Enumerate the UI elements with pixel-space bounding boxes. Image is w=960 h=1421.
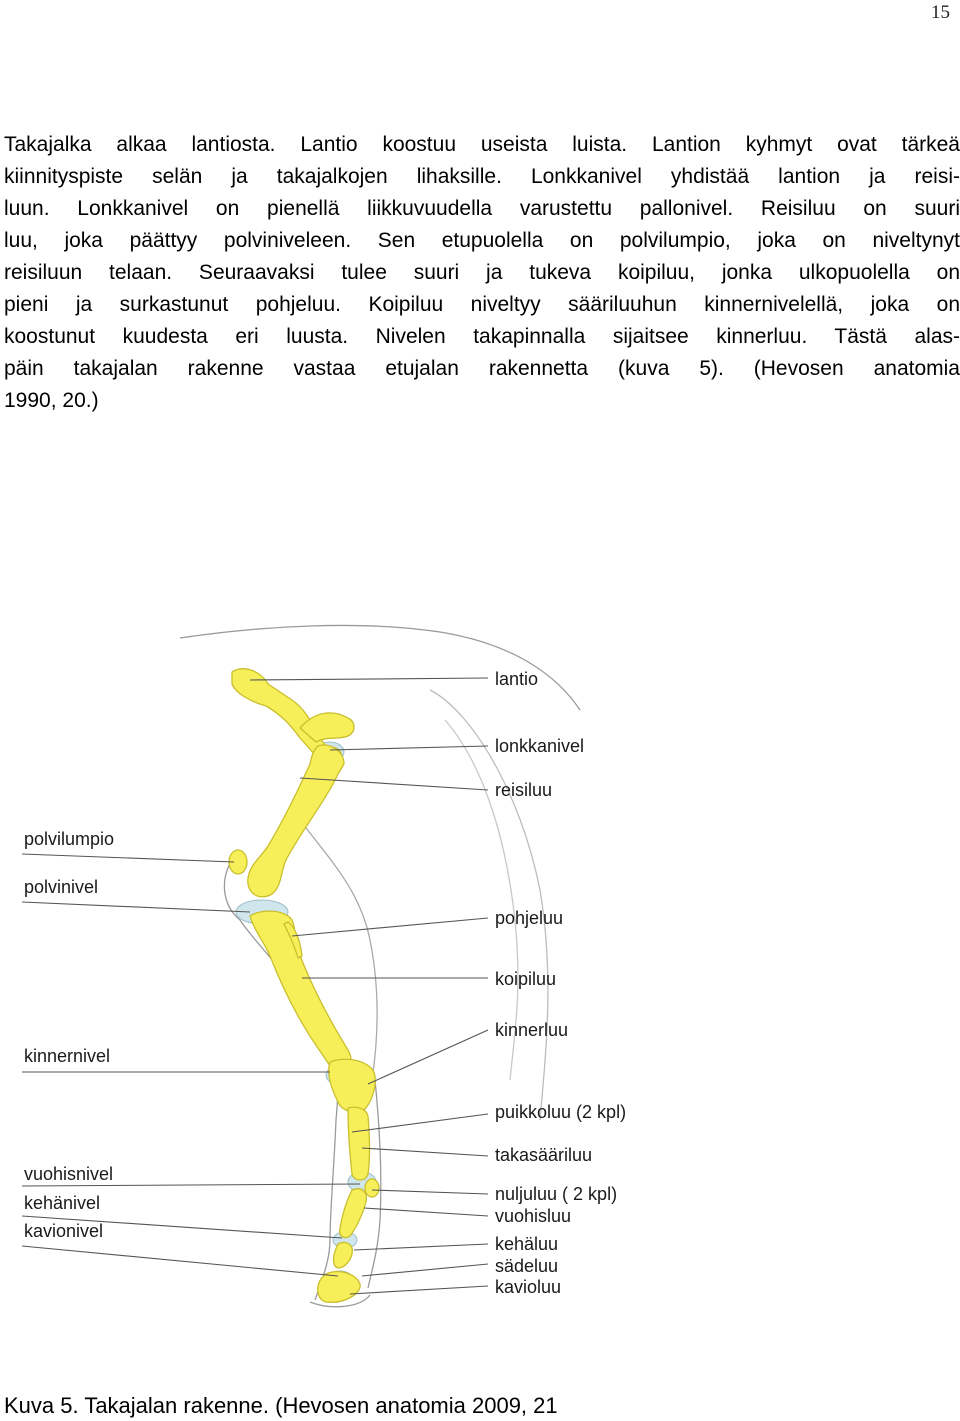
label-nuljuluu: nuljuluu ( 2 kpl) (495, 1184, 618, 1204)
label-vuohisnivel: vuohisnivel (24, 1164, 114, 1184)
label-kehaluu: kehäluu (495, 1234, 559, 1254)
label-pohjeluu: pohjeluu (495, 908, 564, 928)
label-puikkoluu: puikkoluu (2 kpl) (495, 1102, 627, 1122)
label-kavioluu: kavioluu (495, 1277, 562, 1297)
bone-short-pastern (334, 1242, 353, 1268)
bones (229, 669, 379, 1302)
bone-femur (248, 745, 344, 897)
label-sadeluu: sädeluu (495, 1256, 559, 1276)
body-paragraph (4, 134, 960, 422)
paragraph-line-1: Takajalka alkaa lantiosta. Lantio koostuu useista luista. Lantion kyhmyt ovat tärkeä (4, 133, 960, 156)
label-lonkkanivel: lonkkanivel (495, 736, 585, 756)
bone-long-pastern (340, 1189, 367, 1238)
bone-coffin (318, 1272, 360, 1303)
label-kinnernivel: kinnernivel (24, 1046, 111, 1066)
paragraph-line-2: kiinnityspiste selän ja takajalkojen lihaksille. Lonkkanivel yhdistää lantion ja reisi- (4, 165, 960, 188)
figure-caption: Kuva 5. Takajalan rakenne. (Hevosen anatomia 2009, 21 (4, 1393, 558, 1418)
label-takasaariluu: takasääriluu (495, 1145, 593, 1165)
paragraph-line-9: 1990, 20.) (4, 389, 99, 412)
paragraph-line-6: pieni ja surkastunut pohjeluu. Koipiluu niveltyy sääriluuhun kinnernivelellä, joka on (4, 293, 960, 316)
label-lantio: lantio (495, 669, 539, 689)
bone-cannon (348, 1107, 370, 1180)
paragraph-line-3: luun. Lonkkanivel on pienellä liikkuvuudella varustettu pallonivel. Reisiluu on suuri (4, 197, 960, 220)
label-polvilumpio: polvilumpio (24, 829, 115, 849)
paragraph-line-7: koostunut kuudesta eri luusta. Nivelen takapinnalla sijaitsee kinnerluu. Tästä alas- (4, 325, 960, 348)
label-reisiluu: reisiluu (495, 780, 553, 800)
paragraph-line-4: luu, joka päättyy polviniveleen. Sen etupuolella on polvilumpio, joka on niveltynyt (4, 229, 960, 252)
label-kehanivel: kehänivel (24, 1193, 101, 1213)
label-kavionivel: kavionivel (24, 1221, 104, 1241)
hind-leg-illustration (0, 560, 960, 1350)
bone-sesamoid (365, 1179, 379, 1197)
label-kinnerluu: kinnerluu (495, 1020, 569, 1040)
paragraph-line-8: päin takajalan rakenne vastaa etujalan rakennetta (kuva 5). (Hevosen anatomia (4, 357, 960, 380)
label-vuohisluu: vuohisluu (495, 1206, 572, 1226)
hind-leg-figure (0, 560, 960, 1350)
label-polvinivel: polvinivel (24, 877, 99, 897)
leg-outline (180, 625, 580, 1306)
bone-hock (329, 1059, 376, 1112)
label-koipiluu: koipiluu (495, 969, 557, 989)
page-number: 15 (931, 2, 950, 23)
paragraph-line-5: reisiluun telaan. Seuraavaksi tulee suuri ja tukeva koipiluu, jonka ulkopuolella on (4, 261, 960, 284)
